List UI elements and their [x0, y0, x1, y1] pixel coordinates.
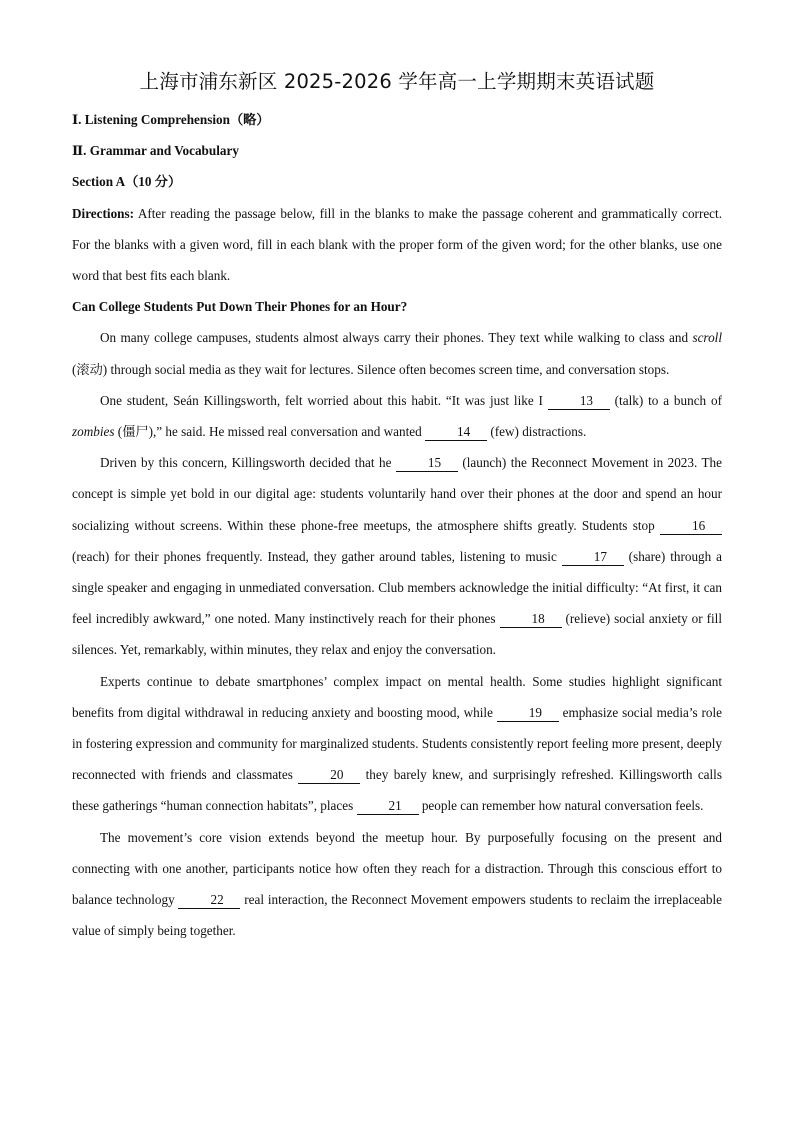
section-a-heading: Section A（10 分）	[72, 174, 182, 190]
paragraph-3	[72, 447, 722, 665]
blank-16[interactable]: 16	[660, 518, 722, 535]
blank-19[interactable]: 19	[497, 705, 559, 722]
text-run: Experts continue to debate smartphones’ complex impact on mental health. Some studies highlight significant benefits from digital withdrawal in reducing anxiety and boosting mood, while	[72, 673, 722, 720]
passage-title: Can College Students Put Down Their Phones for an Hour?	[72, 299, 408, 315]
blank-18[interactable]: 18	[500, 611, 562, 628]
directions-text: After reading the passage below, fill in the blanks to make the passage coherent and grammatically correct. For the blanks with a given word, fill in each blank with the proper form of the given word; for the other blanks, use one word that best fits each blank.	[72, 205, 722, 284]
directions	[72, 198, 722, 292]
text-run: (reach) for their phones frequently. Instead, they gather around tables, listening to music	[72, 548, 562, 564]
text-run: On many college campuses, students almost always carry their phones. They text while walking to class and	[100, 330, 693, 346]
text-run: emphasize social media’s role in fostering expression and community for marginalized students. Students consistently report feeling more present, deeply reconnected with friends and classmates	[72, 704, 723, 783]
page-title: 上海市浦东新区 2025-2026 学年高一上学期期末英语试题	[139, 70, 655, 93]
text-run: real interaction, the Reconnect Movement empowers students to reclaim the irreplaceable value of simply being together.	[72, 892, 722, 939]
blank-21[interactable]: 21	[357, 798, 419, 815]
text-run: The movement’s core vision extends beyond the meetup hour. By purposefully focusing on the present and connecting with one another, participants notice how often they reach for a distraction. Through this conscious effort to balance technology	[72, 829, 722, 908]
text-run: (launch) the Reconnect Movement in 2023. The concept is simple yet bold in our digital age: students voluntarily hand over their phones at the door and spend an hour socializing without screens. Within these phone-free meetups, the atmosphere shifts greatly. Students stop	[72, 455, 722, 533]
blank-13[interactable]: 13	[548, 393, 610, 410]
text-run: people can remember how natural conversation feels.	[418, 798, 704, 814]
blank-15[interactable]: 15	[396, 455, 458, 472]
text-run: (滚动) through social media as they wait for lectures. Silence often becomes screen time, and conversation stops.	[72, 361, 670, 377]
directions-label: Directions:	[72, 205, 135, 221]
text-run: (relieve) social anxiety or fill silences. Yet, remarkably, within minutes, they relax and enjoy the conversation.	[72, 611, 722, 658]
word-scroll: scroll	[692, 330, 722, 346]
text-run: (talk) to a bunch of	[609, 392, 722, 408]
text-run: (share) through a single speaker and engaging in unmediated conversation. Club members acknowledge the initial difficulty: “At first, it can feel incredibly awkward,” one noted. Many instinctively reach for their phones	[72, 548, 722, 627]
section-listening: Ⅰ. Listening Comprehension（略）	[72, 112, 270, 127]
blank-20[interactable]: 20	[298, 767, 360, 784]
paragraph-5	[72, 822, 722, 947]
text-run: One student, Seán Killingsworth, felt worried about this habit. “It was just like I	[100, 392, 548, 408]
blank-17[interactable]: 17	[562, 549, 624, 566]
blank-22[interactable]: 22	[178, 892, 240, 909]
word-zombies: zombies	[72, 424, 115, 440]
blank-14[interactable]: 14	[425, 424, 487, 441]
exam-page	[72, 66, 722, 946]
text-run: Driven by this concern, Killingsworth decided that he	[100, 455, 396, 471]
text-run: they barely knew, and surprisingly refreshed. Killingsworth calls these gatherings “human connection habitats”, places	[72, 767, 722, 814]
paragraph-2	[72, 385, 722, 447]
paragraph-4	[72, 666, 722, 822]
text-run: (僵尸),” he said. He missed real conversation and wanted	[114, 424, 426, 440]
paragraph-1	[72, 322, 722, 384]
section-grammar: Ⅱ. Grammar and Vocabulary	[72, 143, 239, 159]
text-run: (few) distractions.	[487, 424, 587, 440]
